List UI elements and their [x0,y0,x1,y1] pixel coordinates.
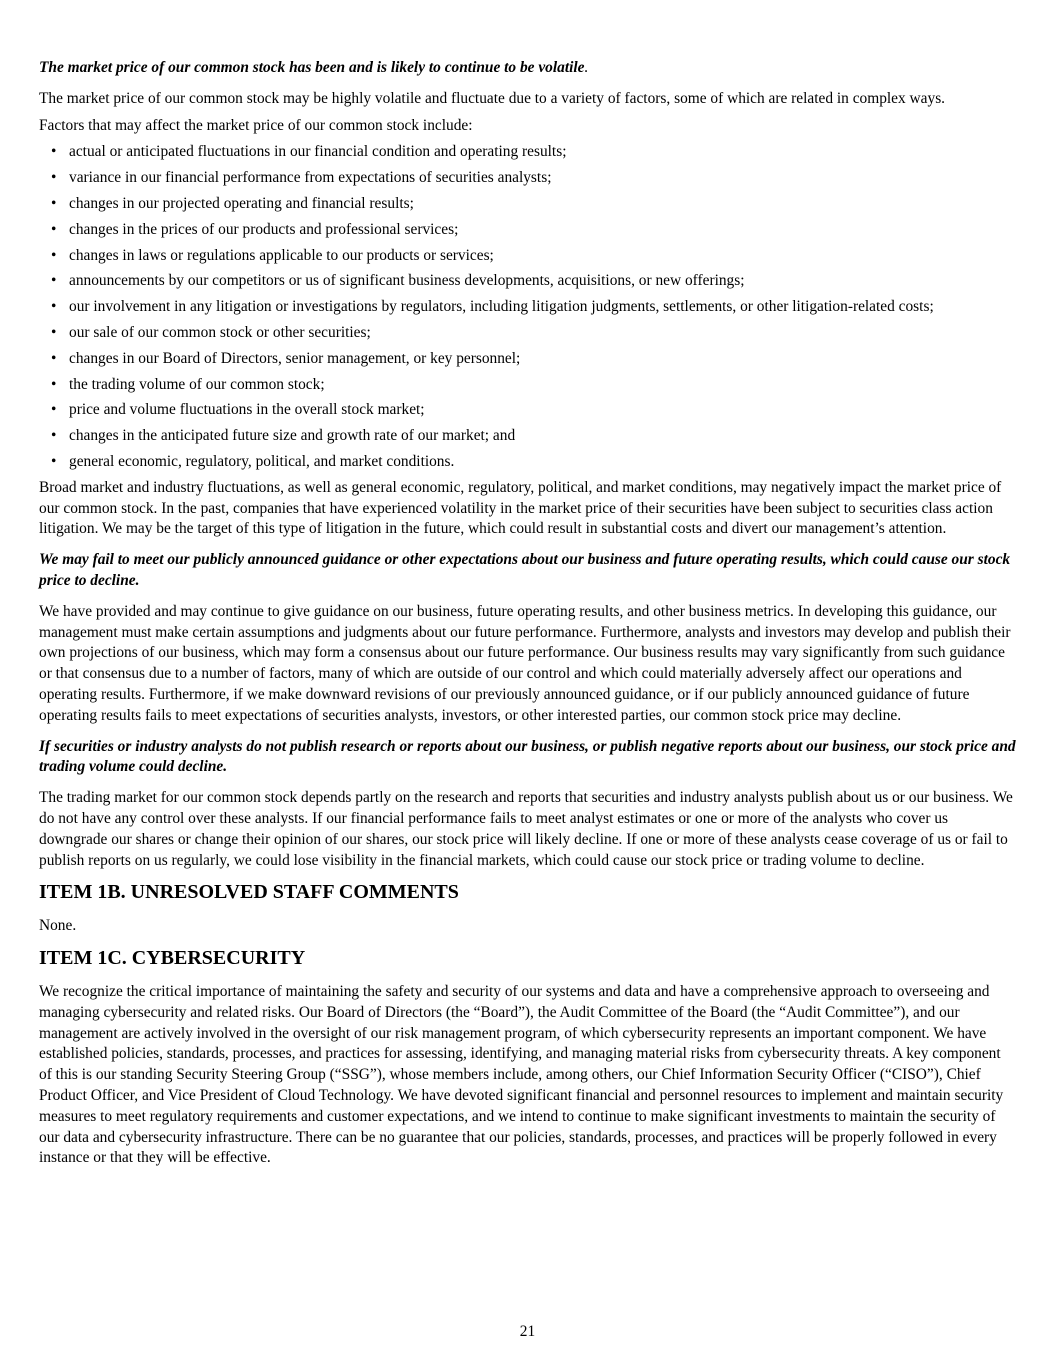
cybersecurity-paragraph: We recognize the critical importance of maintaining the safety and security of our systems and data and have a comprehensive approach to overseeing and managing cybersecurity and related risks. Our Board of Directors (the “Board”), the Audit Committee of the Board (the “Audit Committee”), and our management are actively involved in the oversight of our risk management program, of which cybersecurity represents an important component. We have established policies, standards, processes, and practices for assessing, identifying, and managing material risks from cybersecurity threats. A key component of this is our standing Security Steering Group (“SSG”), whose members include, among others, our Chief Information Security Officer (“CISO”), Chief Product Officer, and Vice President of Cloud Technology. We have devoted significant financial and personnel resources to implement and maintain security measures to meet regulatory requirements and customer expectations, and we intend to continue to make significant investments to maintain the security of our data and cybersecurity infrastructure. There can be no guarantee that our policies, standards, processes, and practices will be properly followed in every instance or that they will be effective. [39,983,1004,1167]
bullet-icon: • [51,194,57,212]
bullet-icon: • [51,375,57,393]
risk-heading-analysts: If securities or industry analysts do not publish research or reports about our business, or publish negative reports about our business, our stock price and trading volume could decline. [39,737,1016,776]
bullet-icon: • [51,323,57,341]
bullet-icon: • [51,452,57,470]
item-1c-heading: ITEM 1C. CYBERSECURITY [39,947,306,970]
list-item: • changes in the prices of our products and professional services; [39,220,1017,241]
list-item: • the trading volume of our common stock; [39,375,1017,396]
list-item: • variance in our financial performance from expectations of securities analysts; [39,168,1017,189]
list-item: • changes in the anticipated future size and growth rate of our market; and [39,426,1017,447]
risk-heading-volatility [39,58,1017,79]
bullet-icon: • [51,427,57,445]
heading-period: . [584,59,589,76]
item-1b-heading: ITEM 1B. UNRESOLVED STAFF COMMENTS [39,881,459,904]
bullet-icon: • [51,401,57,419]
analysts-paragraph: The trading market for our common stock depends partly on the research and reports that securities and industry analysts publish about us or our business. We do not have any control over these analysts. If our financial performance fails to meet analyst estimates or one or more of the analysts who cover us downgrade our shares or change their opinion of our shares, our stock price will likely decline. If one or more of these analysts cease coverage of us or fail to publish reports on us regularly, we could lose visibility in the financial markets, which could cause our stock price or trading volume to decline. [39,789,1013,869]
bullet-icon: • [51,349,57,367]
risk-heading-volatility-text: The market price of our common stock has been and is likely to continue to be volatile [39,59,585,76]
risk-heading-guidance: We may fail to meet our publicly announced guidance or other expectations about our business and future operating results, which could cause our stock price to decline. [39,551,1011,589]
volatility-intro-paragraph: The market price of our common stock may be highly volatile and fluctuate due to a variety of factors, some of which are related in complex ways. [39,89,946,107]
bullet-icon: • [51,272,57,290]
bullet-icon: • [51,298,57,316]
list-item: • changes in laws or regulations applicable to our products or services; [39,246,1017,267]
item-1b-body: None. [39,917,77,935]
list-item: • actual or anticipated fluctuations in our financial condition and operating results; [39,142,1017,163]
list-item: • changes in our projected operating and financial results; [39,194,1017,215]
list-item: • our involvement in any litigation or investigations by regulators, including litigation judgments, settlements, or other litigation-related costs; [39,297,1017,318]
list-item: • our sale of our common stock or other securities; [39,323,1017,344]
factors-intro-paragraph: Factors that may affect the market price of our common stock include: [39,116,473,134]
list-item: • changes in our Board of Directors, senior management, or key personnel; [39,349,1017,370]
list-item: • announcements by our competitors or us of significant business developments, acquisitions, or new offerings; [39,271,1017,292]
volatility-closing-paragraph: Broad market and industry fluctuations, as well as general economic, regulatory, political, and market conditions, may negatively impact the market price of our common stock. In the past, companies that have experienced volatility in the market price of their securities have been subject to securities class action litigation. We may be the target of this type of litigation in the future, which could result in substantial costs and divert our management’s attention. [39,478,1002,538]
bullet-icon: • [51,220,57,238]
bullet-icon: • [51,246,57,264]
factors-list [39,142,1017,472]
guidance-paragraph: We have provided and may continue to give guidance on our business, future operating results, and other business metrics. In developing this guidance, our management must make certain assumptions and judgments about our future performance. Furthermore, analysts and investors may develop and publish their own projections of our business, which may form a consensus about our future performance. Our business results may vary significantly from such guidance or that consensus due to a number of factors, many of which are outside of our control and which could materially adversely affect our operations and operating results. Furthermore, if we make downward revisions of our previously announced guidance, or if our publicly announced guidance of future operating results fails to meet expectations of securities analysts, investors, or other interested parties, our common stock price may decline. [39,602,1011,724]
page-number: 21 [519,1323,536,1340]
list-item: • price and volume fluctuations in the overall stock market; [39,400,1017,421]
bullet-icon: • [51,143,57,161]
bullet-icon: • [51,169,57,187]
list-item: • general economic, regulatory, political, and market conditions. [39,452,1017,473]
document-page [39,58,1017,1175]
